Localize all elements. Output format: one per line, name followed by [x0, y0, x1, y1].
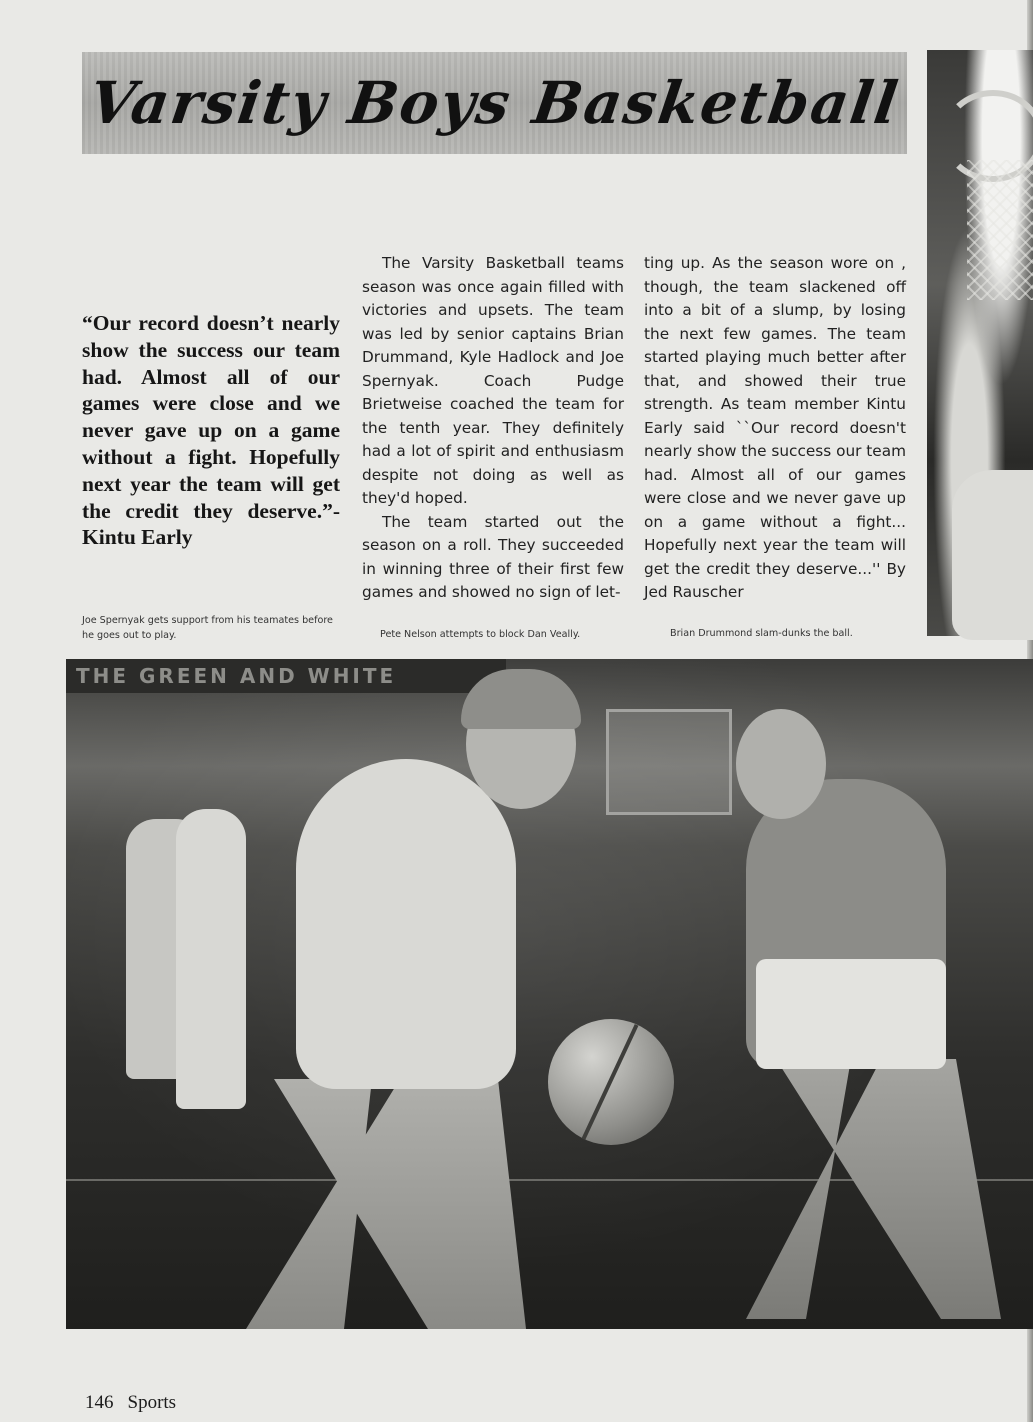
- defender-legs: [716, 1059, 1016, 1319]
- page-number: 146: [85, 1392, 114, 1413]
- caption-right: Brian Drummond slam-dunks the ball.: [670, 628, 853, 639]
- dribbler-legs: [246, 1079, 526, 1329]
- main-game-photo: [66, 659, 1033, 1329]
- title-banner: [82, 52, 907, 154]
- article-paragraph: ting up. As the season wore on , though, the team slackened off into a bit of a slump, by losing the next few games. The team started playing much better after that, and showed their true strength. As team member Kintu Early said ``Our record doesn't nearly show the success our team had. Almost all of our games were close and we never gave up on a game without a fight... Hopefully next year the team will get the credit they deserve...'' By Jed Rauscher: [644, 254, 906, 601]
- hoop-net: [967, 160, 1033, 300]
- defender-shorts: [756, 959, 946, 1069]
- dribbler-body: [296, 759, 516, 1089]
- article-paragraph: The team started out the season on a roll. They succeeded in winning three of their first few games and showed no sign of let-: [362, 512, 624, 601]
- section-name: Sports: [127, 1392, 177, 1413]
- backboard: [606, 709, 732, 815]
- player-jersey: [952, 470, 1033, 640]
- caption-left: Joe Spernyak gets support from his teamates before he goes out to play.: [82, 615, 333, 641]
- pull-quote: “Our record doesn’t nearly show the success our team had. Almost all of our games were close and we never gave up on a game without a fight. Hopefully next year the team will get the credit they deserve.”- Kintu Early: [82, 311, 340, 550]
- slam-dunk-photo: [927, 50, 1033, 636]
- page-footer: [85, 1392, 190, 1414]
- defender-head: [736, 709, 826, 819]
- bystander-figure: [176, 809, 246, 1109]
- article-column-2: [644, 252, 906, 605]
- article-paragraph: The Varsity Basketball teams season was once again filled with victories and upsets. The team was led by senior captains Brian Drummand, Kyle Hadlock and Joe Spernyak. Coach Pudge Brietweise coached the team for the tenth year. They definitely had a lot of spirit and enthusiasm despite not doing as well as they'd hoped.: [362, 254, 624, 507]
- basketball: [548, 1019, 674, 1145]
- gym-banner: THE GREEN AND WHITE: [66, 659, 506, 693]
- page-title: Varsity Boys Basketball: [85, 69, 904, 137]
- article-column-1: [362, 252, 624, 605]
- caption-center: Pete Nelson attempts to block Dan Veally.: [380, 629, 581, 640]
